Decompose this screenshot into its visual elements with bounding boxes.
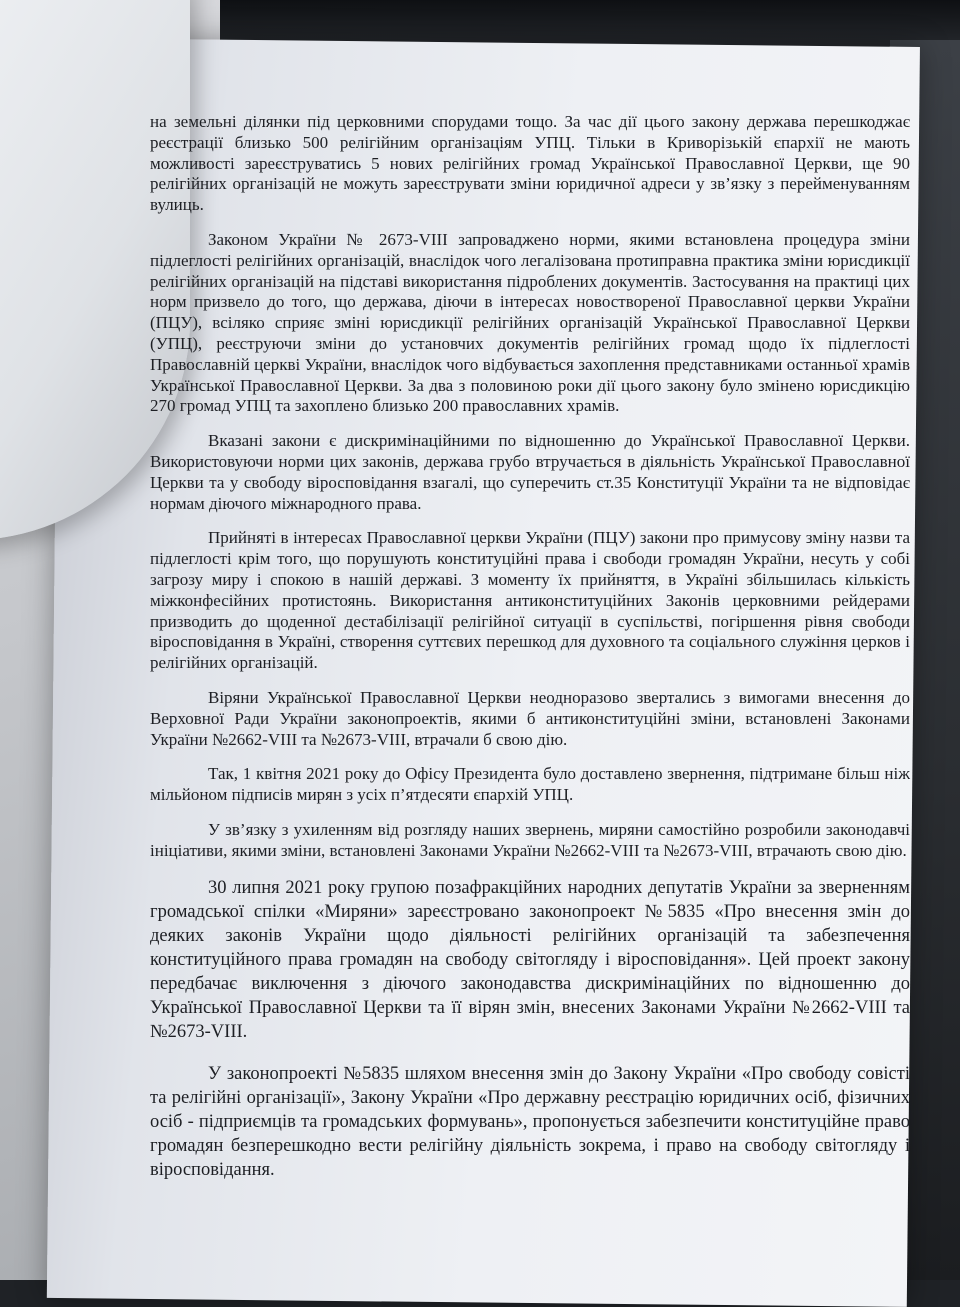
paragraph-1: на земельні ділянки під церковними спорудами тощо. За час дії цього закону держава перешкоджає реєстрації близько 500 релігійним організаціям УПЦ. Тільки в Криворізькій єпархії не мають можливості зареєструватись 5 нових релігійних громад Української Православної Церкви, ще 90 релігійних організацій не можуть зареєструвати зміни юридичної адреси у зв’язку з перейменуванням вулиць. <box>150 112 910 215</box>
paragraph-6: Так, 1 квітня 2021 року до Офісу Президента було доставлено звернення, підтримане більш ніж мільйоном підписів мирян з усіх п’ятдесяти єпархій УПЦ. <box>150 764 910 805</box>
document-body <box>150 112 910 1200</box>
paragraph-4: Прийняті в інтересах Православної церкви України (ПЦУ) закони про примусову зміну назви та підлеглості крім того, що порушують конституційні права і свободи громадян України, несуть у собі загрозу миру і спокою в нашій державі. З моменту їх прийняття, в Україні збільшилась кількість міжконфесійних протистоянь. Використання антиконституційних Законів церковними рейдерами призводить до щоденної дестабілізації релігійної ситуації в суспільстві, погіршення рівня свободи віросповідання в Україні, створення суттєвих перешкод для духовного та соціального служіння церков і релігійних організацій. <box>150 528 910 673</box>
paragraph-5: Віряни Української Православної Церкви неодноразово звертались з вимогами внесення до Верховної Ради України законопроектів, якими б антиконституційні зміни, встановлені Законами України №2662-VIII та №2673-VIII, втрачали б свою дію. <box>150 687 910 749</box>
paragraph-9: У законопроекті №5835 шляхом внесення змін до Закону України «Про свободу совісті та релігійні організації», Закону України «Про державну реєстрацію юридичних осіб, фізичних осіб - підприємців та громадських формувань», пропонується забезпечити конституційне право громадян безперешкодно вести релігійну діяльність зокрема, і право на свободу світогляду і віросповідання. <box>150 1063 910 1180</box>
paragraph-8: 30 липня 2021 року групою позафракційних народних депутатів України за зверненням громадської спілки «Миряни» зареєстровано законопроект №5835 «Про внесення змін до деяких законів України щодо діяльності релігійних організацій та забезпечення конституційного права громадян на свободу світогляду і віросповідання». Цей проект закону передбачає виключення з діючого законодавства дискримінаційних по відношенню до Української Православної Церкви та її вірян змін, внесених Законами України №2662-VIII та №2673-VIII. <box>150 877 910 1042</box>
paragraph-2: Законом України № 2673-VIII запроваджено норми, якими встановлена процедура зміни підлеглості релігійних організацій, внаслідок чого легалізована протиправна практика зміни юрисдикції релігійних організацій на підставі використання підроблених документів. Застосування на практиці цих норм призвело до того, що держава, діючи в інтересах новоствореної Православної церкви України (ПЦУ), всіляко сприяє зміні юрисдикції релігійних організацій Української Православної Церкви (УПЦ), реєструючи зміни до установчих документів релігійних громад щодо їх підлеглості Православній церкві України, внаслідок чого відбувається захоплення представниками останньої храмів Української Православної Церкви. За два з половиною роки дії цього закону було змінено юрисдикцію 270 громад УПЦ та захоплено близько 200 православних храмів. <box>150 229 910 416</box>
paragraph-7: У зв’язку з ухиленням від розгляду наших звернень, миряни самостійно розробили законодавчі ініціативи, якими зміни, встановлені Законами України №2662-VIII та №2673-VIII, втрачають свою дію. <box>150 819 910 860</box>
paragraph-3: Вказані закони є дискримінаційними по відношенню до Української Православної Церкви. Використовуючи норми цих законів, держава грубо втручається в діяльність Української Православної Церкви та у свободу віросповідання взагалі, що суперечить ст.35 Конституції України та не відповідає нормам діючого міжнародного права. <box>150 431 910 513</box>
